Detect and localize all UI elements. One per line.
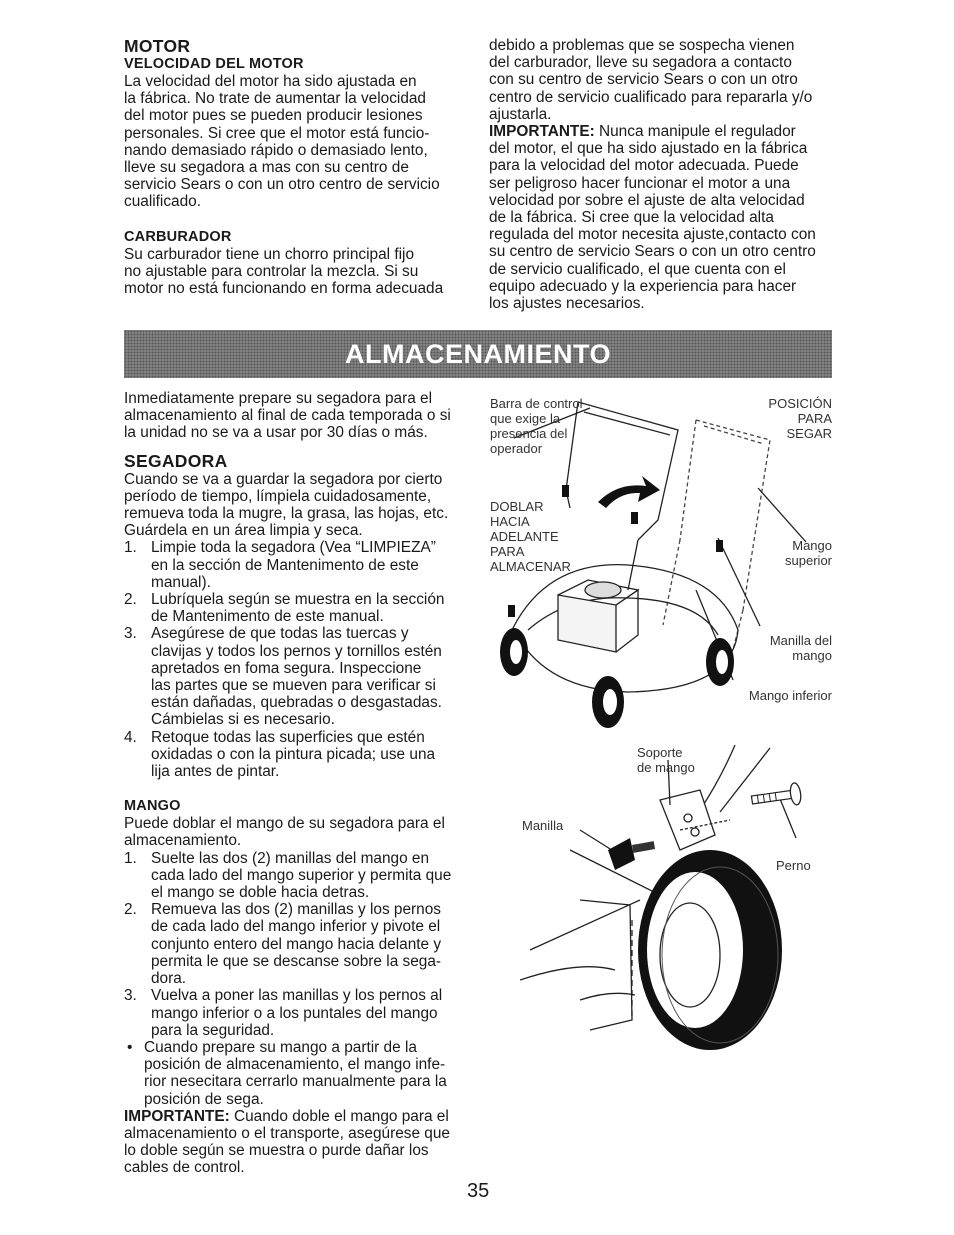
list-item xyxy=(124,729,474,781)
banner-title: ALMACENAMIENTO xyxy=(345,338,611,369)
text-line: permita le que se descanse sobre la sega- xyxy=(151,952,442,970)
text-line: están dañadas, quebradas o desgastadas. xyxy=(151,694,442,712)
text-line: Inmediatamente prepare su segadora para el xyxy=(124,390,433,407)
text-line: del motor, el que ha sido ajustado en la fábrica xyxy=(489,140,808,158)
almacenamiento-column xyxy=(124,390,474,1177)
text-line: nando demasiado rápido o demasiado lento, xyxy=(124,141,428,159)
text-line: los ajustes necesarios. xyxy=(489,295,645,313)
text-line: Cuando se va a guardar la segadora por cierto xyxy=(124,470,443,488)
text-line: Remueva las dos (2) manillas y los pernos xyxy=(151,901,441,919)
mango-paragraph xyxy=(124,815,474,849)
manilla-del-mango-label xyxy=(752,633,832,663)
text-line: regulada del motor necesita ajuste,contacto con xyxy=(489,226,816,244)
text-line: la fábrica. No trate de aumentar la velocidad xyxy=(124,90,426,108)
text-line: personales. Si cree que el motor está funcio- xyxy=(124,124,430,142)
velocidad-heading: VELOCIDAD DEL MOTOR xyxy=(124,56,304,72)
text-line: velocidad por sobre el ajuste de alta velocidad xyxy=(489,191,805,209)
text-line: motor no está funcionando en forma adecuada xyxy=(124,280,444,298)
text-line: cualificado. xyxy=(124,193,201,211)
text-line: de la fábrica. Si cree que la velocidad alta xyxy=(489,209,774,227)
label-line: ALMACENAR xyxy=(490,559,571,574)
label-line: de mango xyxy=(637,760,695,775)
text-line: centro de servicio cualificado para repararla y/o xyxy=(489,88,813,106)
text-line: Suelte las dos (2) manillas del mango en xyxy=(151,849,430,867)
manilla-label: Manilla xyxy=(522,818,564,833)
text-line: cables de control. xyxy=(124,1159,245,1177)
label-line: SEGAR xyxy=(786,426,832,441)
text-line: Guárdela en un área limpia y seca. xyxy=(124,522,363,540)
text-line: Asegúrese de que todas las tuercas y xyxy=(151,625,409,643)
label-line: superior xyxy=(785,553,832,568)
label-line: Barra de control xyxy=(490,396,583,411)
text-line: lija antes de pintar. xyxy=(151,763,280,781)
list-number: 2. xyxy=(124,901,137,919)
text-line: período de tiempo, límpiela cuidadosamente, xyxy=(124,487,432,505)
text-line: del carburador, lleve su segadora a contacto xyxy=(489,54,792,72)
text-line: Puede doblar el mango de su segadora para el xyxy=(124,815,445,833)
label-line: ADELANTE xyxy=(490,529,559,544)
label-line: operador xyxy=(490,441,543,456)
text-line: Cámbielas si es necesario. xyxy=(151,711,335,729)
text-line: remueva toda la mugre, la grasa, las hojas, etc. xyxy=(124,505,449,523)
text-line: dora. xyxy=(151,970,187,988)
text-line: rior nesecitara cerrarlo manualmente para la xyxy=(144,1073,447,1091)
label-line: Manilla del xyxy=(769,633,832,648)
label-line: que exige la xyxy=(490,411,561,426)
text-line: ser peligroso hacer funcionar el motor a una xyxy=(489,174,791,192)
text-line: el mango se doble hacia detras. xyxy=(151,884,370,902)
list-number: 3. xyxy=(124,625,137,643)
label-line: presencia del xyxy=(490,426,568,441)
text-line: Retoque todas las superficies que estén xyxy=(151,728,425,746)
importante-label: IMPORTANTE: xyxy=(124,1107,230,1125)
posicion-label xyxy=(740,396,832,441)
carburador-heading: CARBURADOR xyxy=(124,228,232,245)
text-line: almacenamiento o el transporte, asegúrese que xyxy=(124,1124,450,1142)
mango-heading: MANGO xyxy=(124,798,181,815)
text-line: La velocidad del motor ha sido ajustada en xyxy=(124,73,417,90)
text-line: no ajustable para controlar la mezcla. Si su xyxy=(124,262,419,280)
text-line: Limpie toda la segadora (Vea “LIMPIEZA” xyxy=(151,539,436,557)
list-number: 2. xyxy=(124,591,137,609)
label-line: HACIA xyxy=(490,514,530,529)
label-line: Mango xyxy=(792,538,832,553)
importante-line xyxy=(489,123,839,140)
carburador-paragraph xyxy=(124,246,474,298)
text-line: para la seguridad. xyxy=(151,1021,275,1039)
text-line: lleve su segadora a mas con su centro de xyxy=(124,159,409,177)
list-item xyxy=(124,625,474,728)
label-line: PARA xyxy=(490,544,525,559)
text-line: la unidad no se va a usar por 30 días o más. xyxy=(124,424,428,442)
text-line: Lubríquela según se muestra en la sección xyxy=(151,591,445,609)
intro-paragraph xyxy=(124,390,474,442)
text-line: del motor pues se pueden producir lesiones xyxy=(124,107,423,125)
text-line: para la velocidad del motor adecuada. Puede xyxy=(489,157,799,175)
text-line: posición de almacenamiento, el mango infe- xyxy=(144,1056,446,1074)
text-line: apretados en foma segura. Inspeccione xyxy=(151,659,422,677)
perno-label: Perno xyxy=(776,858,811,873)
soporte-label xyxy=(637,745,727,775)
text-line: de Mantenimento de este manual. xyxy=(151,608,384,626)
text-line: de cada lado del mango inferior y pivote el xyxy=(151,918,441,936)
list-item xyxy=(124,850,474,902)
page-number: 35 xyxy=(467,1180,490,1202)
text-line: de servicio cualificado, el que cuenta con el xyxy=(489,260,786,278)
text-line: debido a problemas que se sospecha vienen xyxy=(489,37,795,54)
motor-left-column xyxy=(124,37,474,297)
text-line: las partes que se mueven para verificar si xyxy=(151,677,436,695)
label-line: DOBLAR xyxy=(490,499,544,514)
mango-superior-label xyxy=(760,538,832,568)
label-line: Soporte xyxy=(637,745,683,760)
barra-label xyxy=(490,396,620,456)
text-line: oxidadas o con la pintura picada; use una xyxy=(151,745,436,763)
text-line: ajustarla. xyxy=(489,105,552,123)
list-number: 4. xyxy=(124,728,137,746)
text-line: su centro de servicio Sears o con un otro centro xyxy=(489,243,816,261)
list-item xyxy=(124,591,474,625)
text-line: conjunto entero del mango hacia delante y xyxy=(151,935,442,953)
list-item xyxy=(124,539,474,591)
list-item xyxy=(124,987,474,1039)
text-span: Nunca manipule el regulador xyxy=(594,123,796,141)
velocidad-paragraph xyxy=(124,73,474,211)
list-number: 1. xyxy=(124,849,137,867)
text-line: almacenamiento al final de cada temporada o si xyxy=(124,407,451,425)
text-span: Cuando doble el mango para el xyxy=(229,1107,449,1125)
label-line: PARA xyxy=(797,411,832,426)
text-line: Cuando prepare su mango a partir de la xyxy=(144,1038,417,1056)
almacenamiento-banner xyxy=(124,330,832,378)
importante-line xyxy=(124,1108,474,1125)
importante-label: IMPORTANTE: xyxy=(489,123,595,141)
text-line: clavijas y todos los pernos y tornillos estén xyxy=(151,642,442,660)
text-line: Vuelva a poner las manillas y los pernos al xyxy=(151,987,443,1005)
list-item xyxy=(124,901,474,987)
bullet-item xyxy=(124,1039,474,1108)
list-number: 3. xyxy=(124,987,137,1005)
motor-heading: MOTOR xyxy=(124,36,191,56)
text-line: lo doble según se muestra o purde dañar los xyxy=(124,1142,429,1160)
text-line: servicio Sears o con un otro centro de servicio xyxy=(124,176,440,194)
text-line: manual). xyxy=(151,573,211,591)
segadora-heading: SEGADORA xyxy=(124,450,228,471)
text-line: en la sección de Mantenimento de este xyxy=(151,556,419,574)
doblar-label xyxy=(490,499,590,574)
text-line: almacenamiento. xyxy=(124,832,242,850)
handle-bracket-illustration xyxy=(520,740,820,1050)
mango-inferior-label: Mango inferior xyxy=(748,688,832,703)
text-line: Su carburador tiene un chorro principal fijo xyxy=(124,245,415,263)
label-line: POSICIÓN xyxy=(768,396,832,411)
text-line: equipo adecuado y la experiencia para hacer xyxy=(489,277,797,295)
text-line: con su centro de servicio Sears o con un otro xyxy=(489,71,798,89)
text-line: cada lado del mango superior y permita que xyxy=(151,866,452,884)
list-number: 1. xyxy=(124,539,137,557)
text-line: mango inferior o a los puntales del mango xyxy=(151,1004,438,1022)
label-line: mango xyxy=(792,648,832,663)
motor-right-column xyxy=(489,37,839,312)
text-line: posición de sega. xyxy=(144,1090,264,1108)
segadora-paragraph xyxy=(124,471,474,540)
bullet-mark: • xyxy=(127,1038,133,1056)
